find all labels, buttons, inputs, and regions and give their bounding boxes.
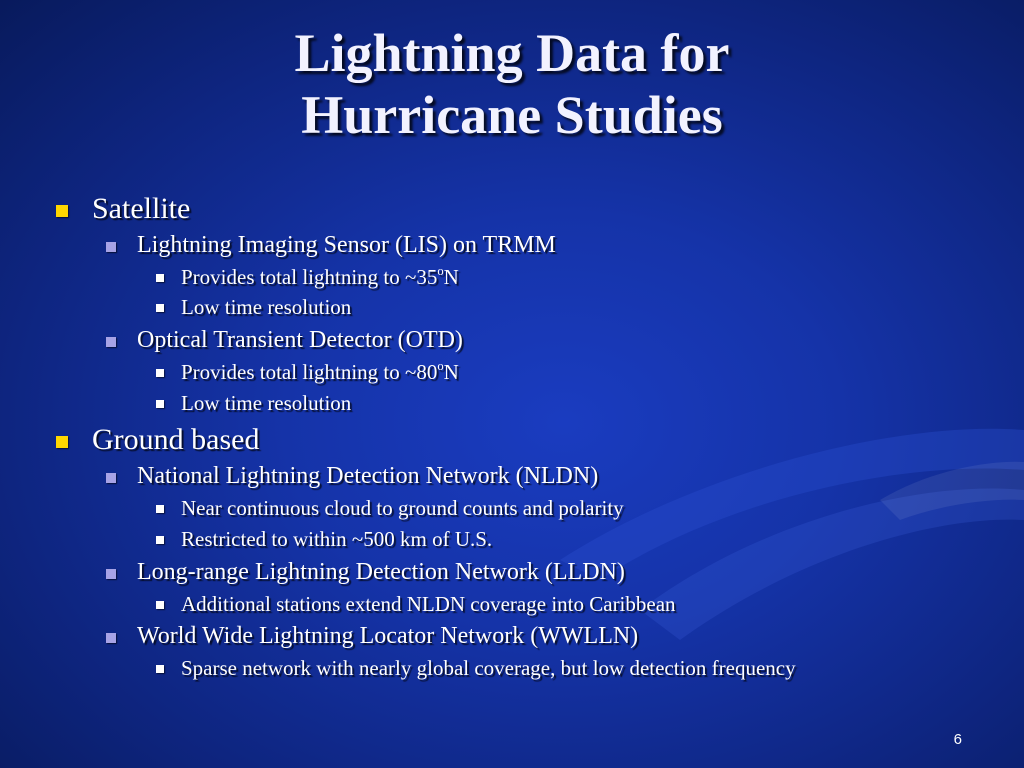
- bullet-text: Low time resolution: [181, 295, 352, 319]
- bullet-lis: [137, 232, 556, 259]
- square-bullet-icon: [156, 536, 164, 544]
- bullet-otd-coverage: [181, 360, 459, 385]
- square-bullet-icon: [156, 601, 164, 609]
- bullet-lis-resolution: [181, 295, 351, 320]
- bullet-nldn-detail-2: [181, 527, 492, 552]
- square-bullet-icon: [56, 436, 68, 448]
- bullet-wwlln: [137, 623, 638, 650]
- bullet-wwlln-detail: [181, 656, 796, 681]
- bullet-nldn: [137, 463, 598, 490]
- bullet-otd-resolution: [181, 391, 351, 416]
- bullet-lis-coverage: [181, 265, 459, 290]
- bullet-lldn-detail: [181, 592, 676, 617]
- bullet-text: Satellite: [92, 192, 191, 225]
- slide-title: [0, 22, 1024, 146]
- bullet-text: Provides total lightning to ~35: [181, 265, 438, 289]
- square-bullet-icon: [156, 400, 164, 408]
- square-bullet-icon: [106, 473, 116, 483]
- bullet-text: National Lightning Detection Network (NLDN): [137, 463, 599, 489]
- degree-superscript: o: [437, 358, 444, 373]
- title-line-2: Hurricane Studies: [301, 85, 723, 145]
- bullet-text: Ground based: [92, 423, 260, 456]
- bullet-text: Provides total lightning to ~80: [181, 360, 438, 384]
- degree-superscript: o: [437, 263, 444, 278]
- bullet-text: World Wide Lightning Locator Network (WWLLN): [137, 623, 639, 649]
- bullet-text: Low time resolution: [181, 391, 352, 415]
- bullet-text: Sparse network with nearly global coverage, but low detection frequency: [181, 656, 796, 680]
- square-bullet-icon: [156, 369, 164, 377]
- square-bullet-icon: [156, 665, 164, 673]
- square-bullet-icon: [56, 205, 68, 217]
- page-number: 6: [953, 731, 962, 748]
- bullet-otd: [137, 327, 463, 354]
- bullet-text-suffix: N: [443, 360, 459, 384]
- bullet-text-suffix: N: [443, 265, 459, 289]
- bullet-text: Additional stations extend NLDN coverage into Caribbean: [181, 592, 676, 616]
- bullet-ground-based: [92, 423, 259, 457]
- bullet-text: Long-range Lightning Detection Network (LLDN): [137, 559, 625, 585]
- square-bullet-icon: [106, 569, 116, 579]
- square-bullet-icon: [106, 242, 116, 252]
- square-bullet-icon: [156, 274, 164, 282]
- bullet-text: Lightning Imaging Sensor (LIS) on TRMM: [137, 232, 556, 258]
- square-bullet-icon: [156, 304, 164, 312]
- bullet-nldn-detail-1: [181, 496, 624, 521]
- square-bullet-icon: [106, 633, 116, 643]
- title-line-1: Lightning Data for: [294, 23, 730, 83]
- square-bullet-icon: [106, 337, 116, 347]
- bullet-satellite: [92, 192, 190, 226]
- bullet-text: Optical Transient Detector (OTD): [137, 327, 463, 353]
- bullet-text: Restricted to within ~500 km of U.S.: [181, 527, 493, 551]
- square-bullet-icon: [156, 505, 164, 513]
- bullet-lldn: [137, 559, 625, 586]
- bullet-text: Near continuous cloud to ground counts and polarity: [181, 496, 624, 520]
